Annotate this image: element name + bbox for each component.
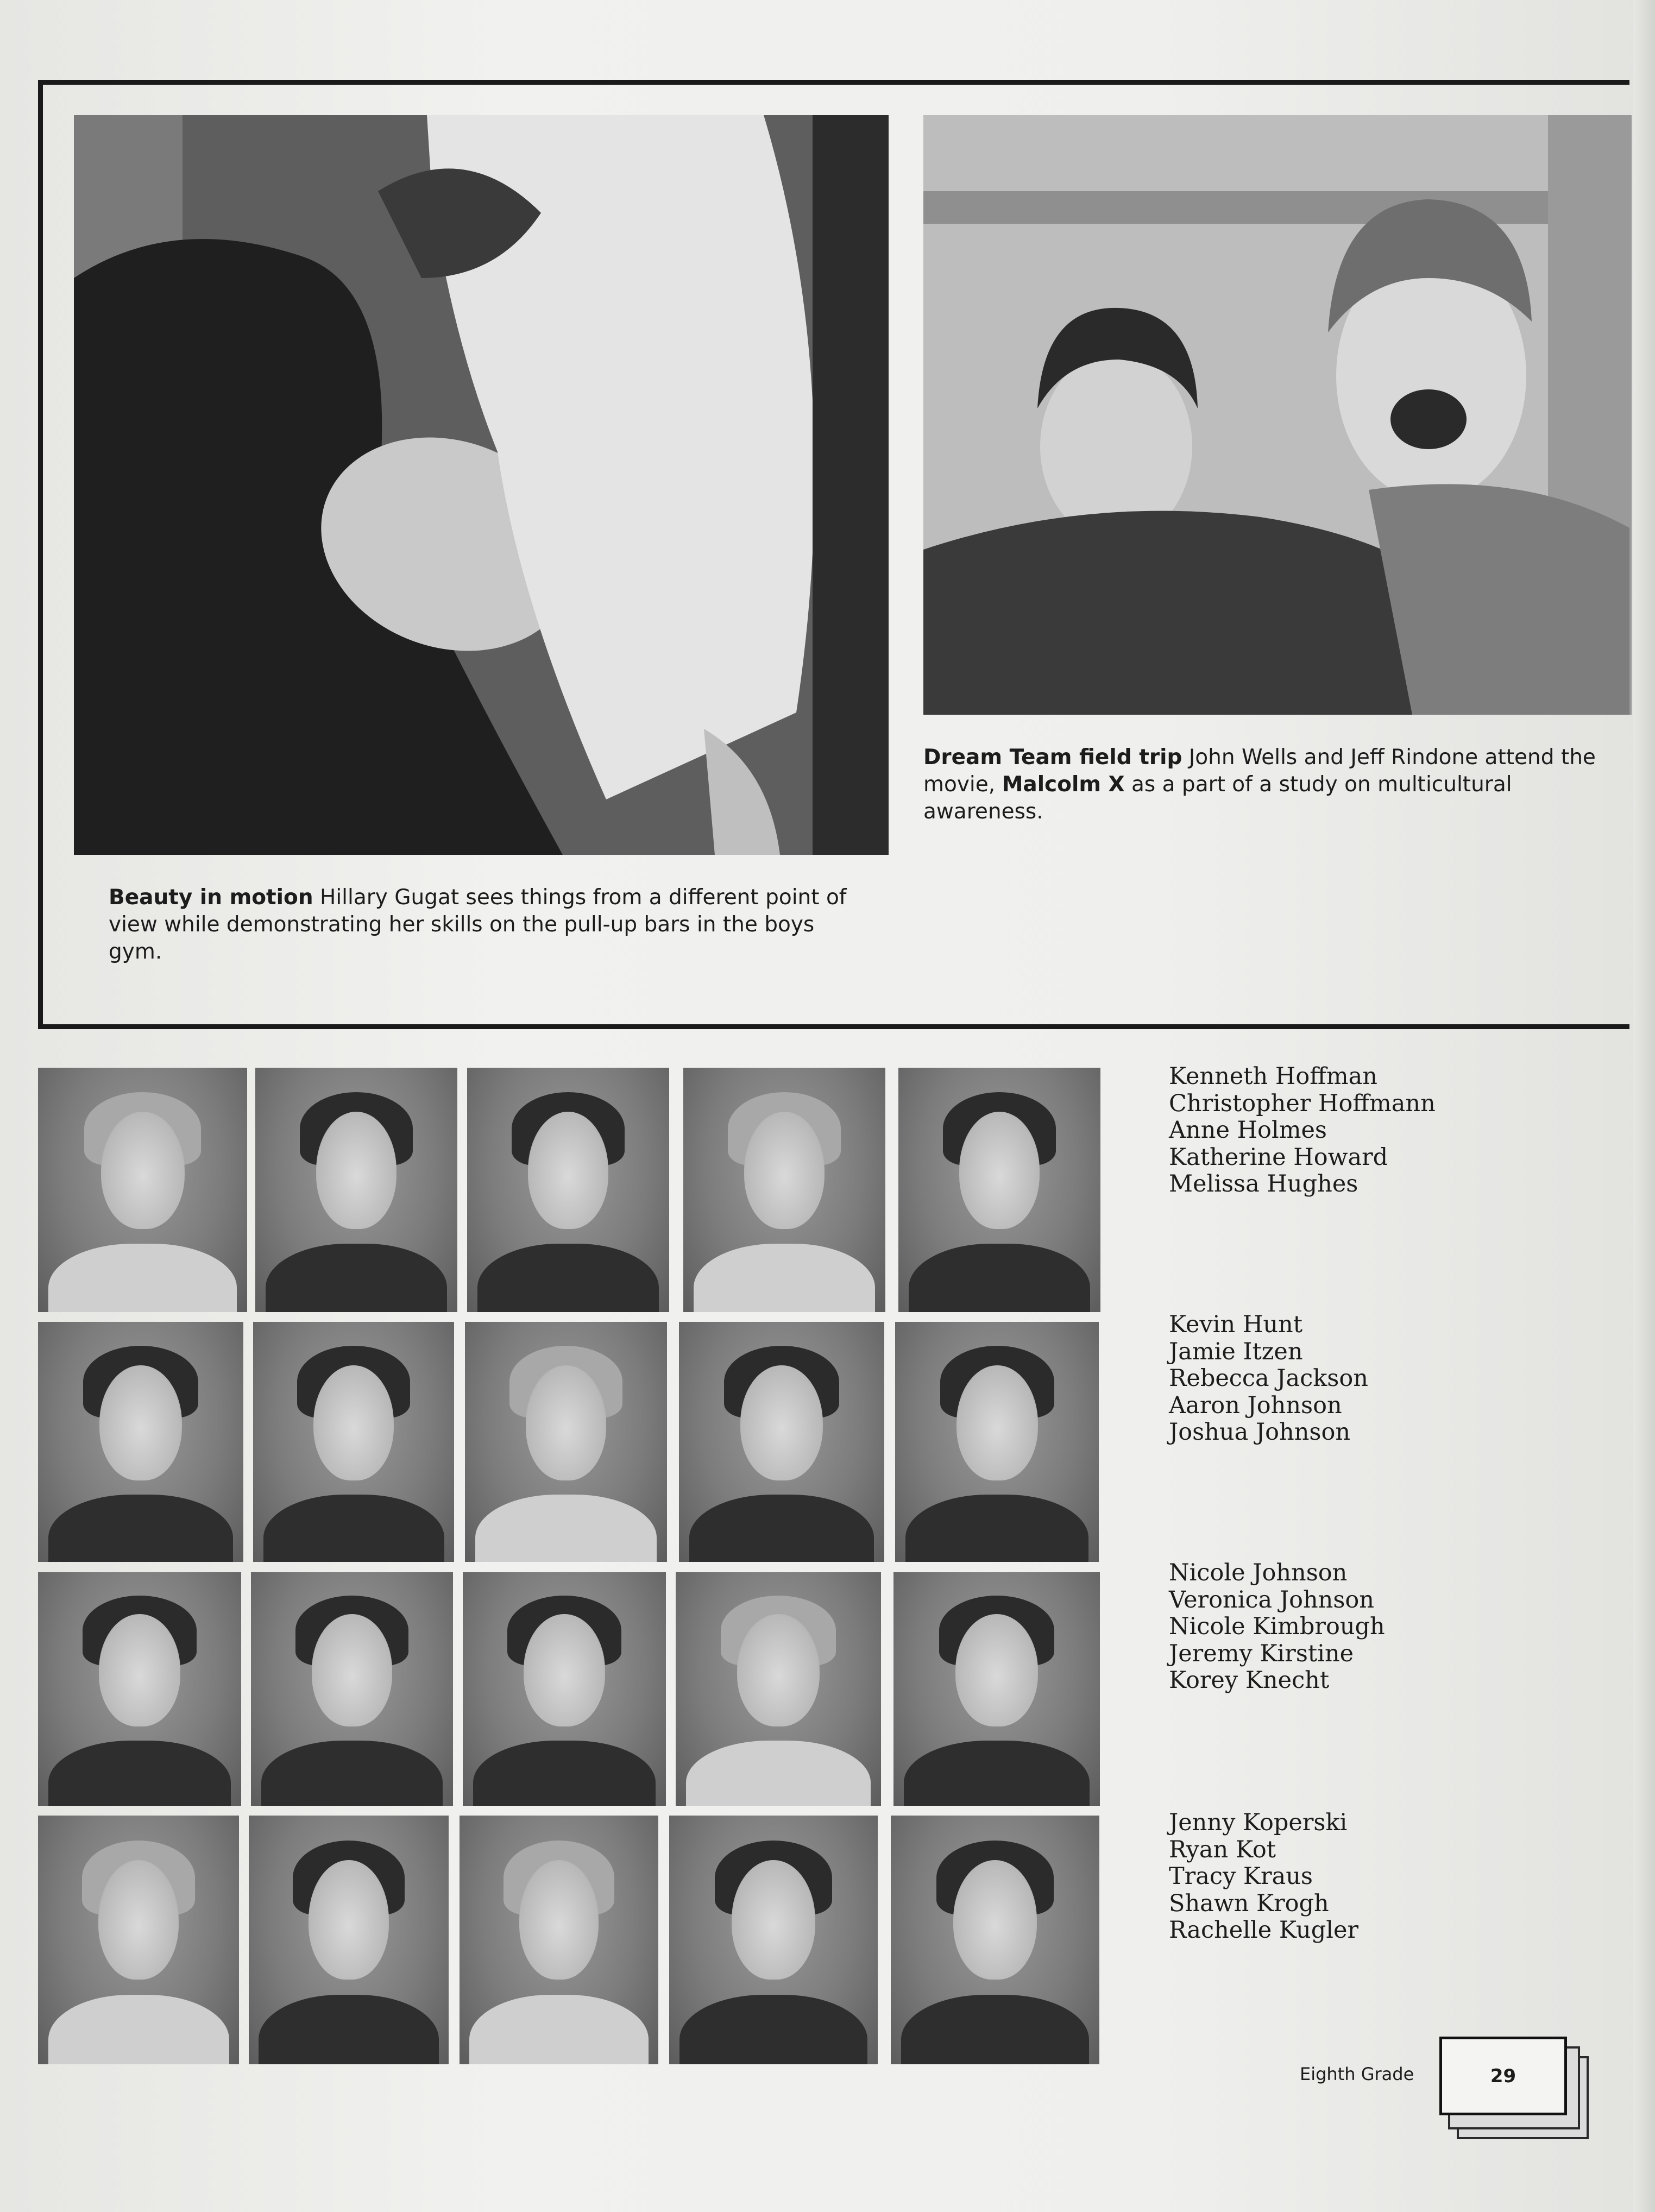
student-name: Jeremy Kirstine bbox=[1169, 1640, 1354, 1667]
portrait bbox=[38, 1816, 239, 2064]
page-number-text: 29 bbox=[1490, 2065, 1516, 2087]
portrait bbox=[467, 1068, 669, 1312]
caption-body: as a part of a study on multicultural awareness. bbox=[923, 772, 1512, 824]
student-name: Shawn Krogh bbox=[1169, 1889, 1329, 1917]
portrait bbox=[38, 1068, 247, 1312]
portrait bbox=[465, 1322, 667, 1562]
portrait bbox=[679, 1322, 884, 1562]
caption-beauty-in-motion bbox=[109, 884, 858, 966]
caption-emphasis: Malcolm X bbox=[1002, 772, 1125, 797]
portrait bbox=[255, 1068, 457, 1312]
name-list-row-1 bbox=[1169, 1063, 1436, 1198]
name-list-row-3 bbox=[1169, 1560, 1385, 1694]
name-list-row-4 bbox=[1169, 1810, 1358, 1944]
portrait bbox=[893, 1572, 1100, 1806]
photo-illustration bbox=[923, 115, 1632, 715]
portrait bbox=[683, 1068, 885, 1312]
name-list-row-2 bbox=[1169, 1312, 1368, 1446]
portrait bbox=[891, 1816, 1099, 2064]
portrait bbox=[460, 1816, 658, 2064]
portrait bbox=[253, 1322, 454, 1562]
student-name: Jenny Koperski bbox=[1169, 1809, 1348, 1836]
student-name: Ryan Kot bbox=[1169, 1836, 1276, 1863]
caption-body: Hillary Gugat sees things from a different point of view while demonstrating her skills on the pull-up bars in the boys gym. bbox=[109, 885, 847, 964]
caption-dream-team bbox=[923, 744, 1597, 825]
student-name: Joshua Johnson bbox=[1169, 1419, 1351, 1446]
portrait bbox=[898, 1068, 1100, 1312]
page-edge bbox=[1633, 0, 1655, 2212]
section-label: Eighth Grade bbox=[1300, 2064, 1414, 2084]
student-name: Nicole Johnson bbox=[1169, 1559, 1348, 1586]
student-name: Jamie Itzen bbox=[1169, 1338, 1303, 1365]
student-name: Aaron Johnson bbox=[1169, 1391, 1342, 1419]
student-name: Christopher Hoffmann bbox=[1169, 1089, 1436, 1117]
student-name: Katherine Howard bbox=[1169, 1143, 1388, 1171]
student-name: Kenneth Hoffman bbox=[1169, 1063, 1377, 1090]
photo-dream-team bbox=[923, 115, 1632, 715]
portrait bbox=[249, 1816, 449, 2064]
student-name: Anne Holmes bbox=[1169, 1117, 1327, 1144]
portrait bbox=[676, 1572, 881, 1806]
student-name: Tracy Kraus bbox=[1169, 1863, 1313, 1890]
student-name: Rachelle Kugler bbox=[1169, 1917, 1358, 1944]
student-name: Veronica Johnson bbox=[1169, 1586, 1374, 1614]
portrait bbox=[38, 1572, 241, 1806]
caption-lead: Beauty in motion bbox=[109, 885, 313, 910]
portrait bbox=[463, 1572, 666, 1806]
student-name: Korey Knecht bbox=[1169, 1667, 1330, 1694]
photo-hillary-gugat bbox=[74, 115, 889, 855]
portrait bbox=[895, 1322, 1099, 1562]
caption-body: John Wells and Jeff Rindone attend the movie, bbox=[923, 745, 1596, 797]
student-name: Melissa Hughes bbox=[1169, 1170, 1358, 1198]
portrait bbox=[38, 1322, 243, 1562]
portrait bbox=[669, 1816, 878, 2064]
portrait bbox=[251, 1572, 453, 1806]
student-name: Rebecca Jackson bbox=[1169, 1365, 1368, 1392]
photo-illustration bbox=[74, 115, 889, 855]
page-number bbox=[1439, 2037, 1567, 2115]
caption-lead: Dream Team field trip bbox=[923, 745, 1182, 770]
student-name: Nicole Kimbrough bbox=[1169, 1613, 1385, 1640]
student-name: Kevin Hunt bbox=[1169, 1311, 1302, 1338]
